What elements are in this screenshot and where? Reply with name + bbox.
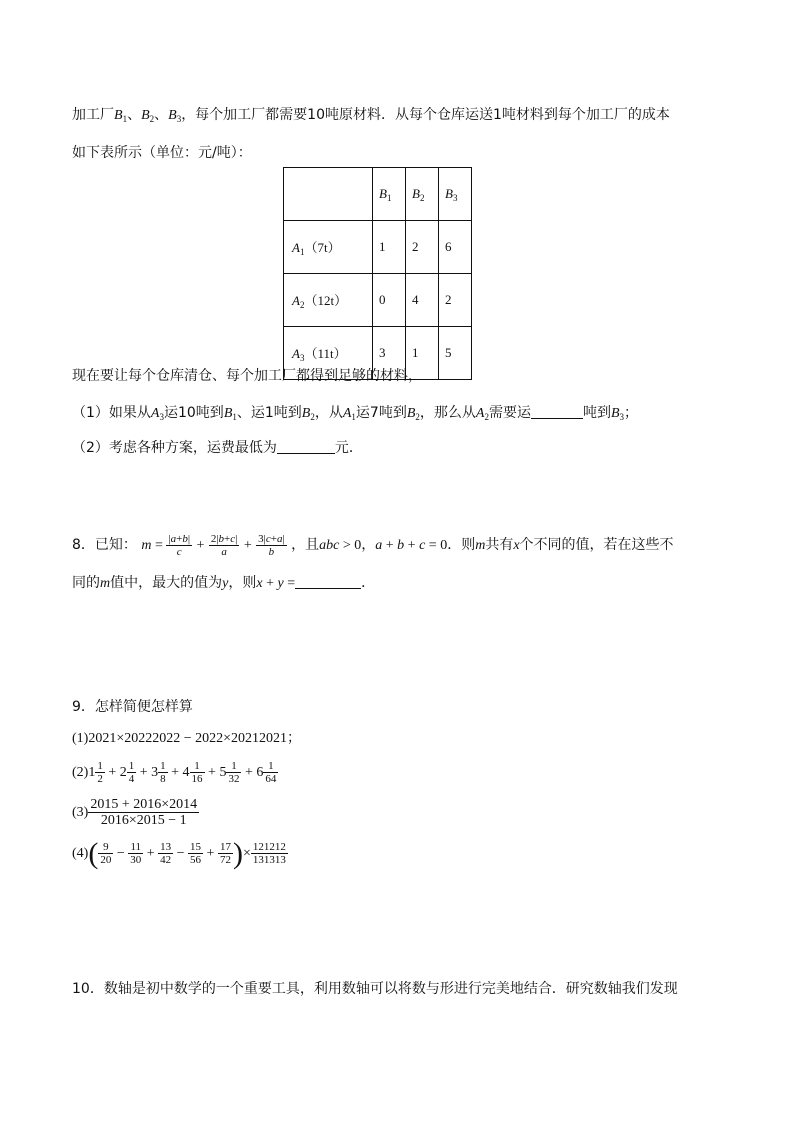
header-b2: $B_2$: [406, 168, 439, 221]
header-b3: $B_3$: [439, 168, 472, 221]
question-9-title: 9．怎样简便怎样算: [72, 699, 193, 715]
fraction: $\frac{2|b+c|}{a}$: [210, 532, 238, 558]
header-b1: $B_1$: [373, 168, 406, 221]
table-row: $A_3(11t)$ 3 1 5: [284, 327, 472, 380]
cost-table: [283, 167, 472, 380]
answer-blank[interactable]: [531, 404, 583, 419]
table-row: $A_1(7t)$ 1 2 6: [284, 221, 472, 274]
question-9-item-4: (4)( $\frac{9}{20}$ − $\frac{11}{30}$ + $\frac{13}{42}$ − $\frac{15}{56}$ + $\frac{17}{72}$ )× $\frac{121212}{131313}$: [72, 836, 286, 870]
intro-line-1: 加工厂$B_1$、$B_2$、$B_3$，每个加工厂都需要10吨原材料．从每个仓库运送1吨材料到每个加工厂的成本: [72, 107, 670, 124]
answer-blank[interactable]: [295, 574, 361, 589]
answer-blank[interactable]: [277, 439, 335, 454]
question-8-line-2: 同的m值中，最大的值为y，则x + y = ．: [72, 575, 376, 591]
question-9-item-1: (1)2021×20222022 − 2022×20212021；: [72, 731, 302, 746]
table-header-row: [284, 168, 472, 221]
question-8-line-1: 8．已知： m = $\frac{|a+b|}{c}$ + $\frac{2|b+c|}{a}$ + $\frac{3|c+a|}{b}$ ，且abc > 0，a + b + c = 0．则m共有x个不同的值，若在这些不: [72, 532, 674, 558]
intro-line-2: 如下表所示（单位：元/吨）：: [72, 145, 252, 161]
row-label-a3: $A_3(11t)$: [284, 327, 373, 380]
question-7-part-2: （2）考虑各种方案，运费最低为 元．: [72, 440, 363, 456]
question-10-text: 10．数轴是初中数学的一个重要工具，利用数轴可以将数与形进行完美地结合．研究数轴我们发现: [72, 981, 678, 997]
question-7-part-1: （1）如果从$A_3$运10吨到$B_1$、运1吨到$B_2$，从$A_1$运7吨到$B_2$，那么从$A_2$需要运 吨到$B_3$；: [72, 405, 639, 422]
row-label-a2: $A_2(12t)$: [284, 274, 373, 327]
question-9-item-2: (2)1 $\frac{1}{2}$ + 2 $\frac{1}{4}$ + 3 $\frac{1}{8}$ + 4 $\frac{1}{16}$ + 5 $\frac{1}{32}$ + 6 $\frac{1}{64}$: [72, 760, 277, 786]
fraction: $\frac{|a+b|}{c}$: [168, 532, 191, 558]
question-9-item-3: (3) $\frac{2015 + 2016\times 2014}{2016\times 2015 - 1}$: [72, 797, 198, 829]
fraction: $\frac{3|c+a|}{b}$: [258, 532, 285, 558]
row-label-a1: $A_1(7t)$: [284, 221, 373, 274]
after-table-text: 现在要让每个仓库清仓、每个加工厂都得到足够的材料，: [72, 368, 422, 384]
table-row: $A_2(12t)$ 0 4 2: [284, 274, 472, 327]
